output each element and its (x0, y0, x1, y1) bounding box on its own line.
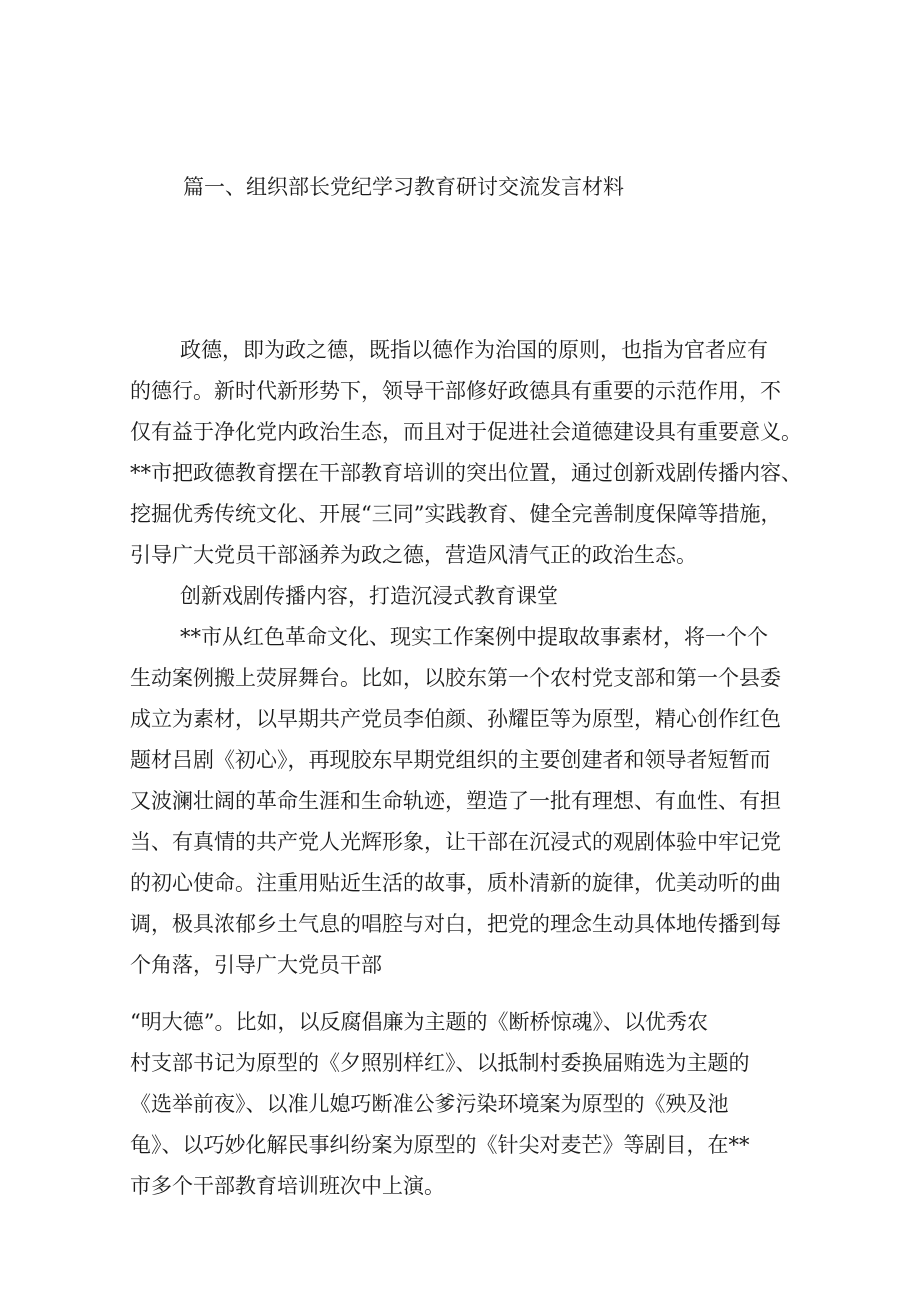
paragraph-line: “明大德”。比如，以反腐倡廉为主题的《断桥惊魂》、以优秀农 (130, 1010, 708, 1034)
paragraph-line: 调，极具浓郁乡土气息的唱腔与对白，把党的理念生动具体地传播到每 (130, 912, 781, 936)
paragraph-line: 又波澜壮阔的革命生涯和生命轨迹，塑造了一批有理想、有血性、有担 (130, 789, 781, 813)
paragraph-line: **市把政德教育摆在干部教育培训的突出位置，通过创新戏剧传播内容、 (130, 461, 802, 485)
paragraph-line: 《选举前夜》、以准儿媳巧断准公爹污染环境案为原型的《殃及池 (130, 1092, 729, 1116)
paragraph-line: 成立为素材，以早期共产党员李伯颜、孙耀臣等为原型，精心创作红色 (130, 707, 781, 731)
paragraph-line: 仅有益于净化党内政治生态，而且对于促进社会道德建设具有重要意义。 (130, 420, 802, 444)
paragraph-line: 的初心使命。注重用贴近生活的故事，质朴清新的旋律，优美动听的曲 (130, 871, 781, 895)
paragraph-line: 生动案例搬上荧屏舞台。比如，以胶东第一个农村党支部和第一个县委 (130, 666, 781, 690)
paragraph-line: 题材吕剧《初心》，再现胶东早期党组织的主要创建者和领导者短暂而 (130, 748, 771, 772)
paragraph-line: **市从红色革命文化、现实工作案例中提取故事素材，将一个个 (180, 625, 768, 649)
paragraph-line: 个角落，引导广大党员干部 (130, 953, 382, 977)
paragraph-line: 政德，即为政之德，既指以德作为治国的原则，也指为官者应有 (180, 338, 768, 362)
paragraph-line: 挖掘优秀传统文化、开展“三同”实践教育、健全完善制度保障等措施， (130, 502, 782, 526)
paragraph-line: 引导广大党员干部涵养为政之德，营造风清气正的政治生态。 (130, 543, 697, 567)
paragraph-line: 当、有真情的共产党人光辉形象，让干部在沉浸式的观剧体验中牢记党 (130, 830, 781, 854)
paragraph-line: 龟》、以巧妙化解民事纠纷案为原型的《针尖对麦芒》等剧目，在** (130, 1133, 750, 1157)
section-heading: 创新戏剧传播内容，打造沉浸式教育课堂 (180, 584, 558, 608)
document-title: 篇一、组织部长党纪学习教育研讨交流发言材料 (183, 175, 624, 199)
paragraph-line: 村支部书记为原型的《夕照别样红》、以抵制村委换届贿选为主题的 (130, 1051, 750, 1075)
paragraph-line: 市多个干部教育培训班次中上演。 (130, 1174, 445, 1198)
paragraph-line: 的德行。新时代新形势下，领导干部修好政德具有重要的示范作用，不 (130, 379, 781, 403)
